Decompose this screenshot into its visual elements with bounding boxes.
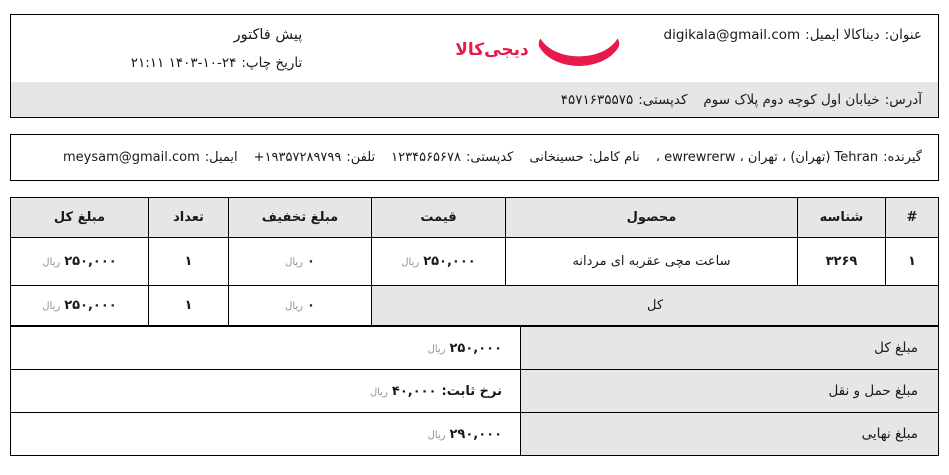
- recipient-postal-label: کدپستی:: [465, 150, 514, 165]
- summary-row-shipping: [11, 370, 939, 413]
- items-total-row: [11, 286, 939, 326]
- digikala-logo-text: دیجی‌کالا: [455, 40, 529, 60]
- item-total: ۲۵۰,۰۰۰ریال: [11, 238, 149, 286]
- col-header-discount: مبلغ تخفیف: [229, 198, 372, 238]
- recipient-name-value: حسینخانی: [529, 150, 584, 165]
- seller-address-field: [703, 92, 922, 108]
- items-total-label: کل: [372, 286, 939, 326]
- invoice-type-title: پیش فاکتور: [233, 27, 303, 43]
- header-top: [11, 15, 938, 82]
- item-row: [11, 238, 939, 286]
- recipient-name-label: نام کامل:: [588, 150, 640, 165]
- item-price: ۲۵۰,۰۰۰ریال: [372, 238, 506, 286]
- items-total-amount: ۲۵۰,۰۰۰ریال: [11, 286, 149, 326]
- seller-header-box: [10, 14, 939, 118]
- recipient-email-field: [63, 150, 238, 165]
- recipient-name-field: [529, 150, 639, 165]
- print-date-value: ۱۴۰۳-۱۰-۲۴ ۲۱:۱۱: [130, 55, 237, 71]
- seller-address-value: خیابان اول کوچه دوم پلاک سوم: [703, 91, 880, 108]
- item-discount: ۰ریال: [229, 238, 372, 286]
- recipient-location-value: Tehran (تهران) ، تهران ، ewrewrerw ،: [655, 150, 879, 165]
- col-header-product: محصول: [506, 198, 798, 238]
- col-header-total: مبلغ کل: [11, 198, 149, 238]
- recipient-email-value: meysam@gmail.com: [62, 150, 200, 165]
- recipient-label: گیرنده:: [883, 150, 922, 165]
- recipient-box: [10, 134, 939, 181]
- currency-label: ریال: [369, 386, 388, 398]
- currency-label: ریال: [427, 343, 446, 355]
- col-header-id: شناسه: [798, 198, 886, 238]
- print-date-field: [131, 49, 303, 77]
- currency-label: ریال: [427, 429, 446, 441]
- summary-row-total: [11, 327, 939, 370]
- seller-postal-field: [561, 92, 688, 108]
- item-quantity: ۱: [149, 238, 229, 286]
- seller-title-value: دیناکالا: [843, 27, 880, 43]
- seller-postal-label: کدپستی:: [638, 91, 688, 108]
- items-header-row: [11, 198, 939, 238]
- currency-label: ریال: [285, 301, 303, 312]
- digikala-smile-icon: [538, 31, 620, 69]
- seller-address-label: آدرس:: [884, 91, 922, 108]
- items-total-quantity: ۱: [149, 286, 229, 326]
- seller-title-label: عنوان:: [884, 27, 922, 43]
- summary-shipping-label: مبلغ حمل و نقل: [521, 370, 939, 413]
- summary-table: [10, 326, 939, 456]
- currency-label: ریال: [285, 257, 303, 268]
- invoice-info: [27, 21, 392, 77]
- seller-address-bar: [11, 82, 938, 117]
- recipient-location-field: [656, 150, 922, 165]
- seller-email-value: digikala@gmail.com: [663, 27, 801, 43]
- recipient-phone-value: ۱۹۳۵۷۲۸۹۷۹۹+: [253, 150, 342, 165]
- summary-shipping-prefix: نرخ ثابت:: [441, 383, 502, 399]
- item-id: ۳۲۶۹: [798, 238, 886, 286]
- summary-final-value: ۲۹۰,۰۰۰ریال: [11, 413, 521, 456]
- print-date-label: تاریخ چاپ:: [241, 55, 303, 71]
- currency-label: ریال: [401, 257, 420, 268]
- digikala-logo: [455, 21, 620, 79]
- summary-row-final: [11, 413, 939, 456]
- summary-total-label: مبلغ کل: [521, 327, 939, 370]
- seller-email-field: [664, 21, 840, 49]
- recipient-phone-label: تلفن:: [346, 150, 376, 165]
- item-row-number: ۱: [886, 238, 939, 286]
- recipient-postal-field: [391, 150, 513, 165]
- items-table: [10, 197, 939, 326]
- recipient-phone-field: [254, 150, 376, 165]
- seller-postal-value: ۴۵۷۱۶۳۵۵۷۵: [560, 91, 634, 108]
- currency-label: ریال: [42, 257, 61, 268]
- col-header-quantity: تعداد: [149, 198, 229, 238]
- items-total-discount: ۰ریال: [229, 286, 372, 326]
- summary-final-label: مبلغ نهایی: [521, 413, 939, 456]
- summary-shipping-value: نرخ ثابت:۴۰,۰۰۰ریال: [11, 370, 521, 413]
- summary-total-value: ۲۵۰,۰۰۰ریال: [11, 327, 521, 370]
- col-header-price: قیمت: [372, 198, 506, 238]
- seller-email-label: ایمیل:: [805, 27, 840, 43]
- col-header-row-number: #: [886, 198, 939, 238]
- recipient-email-label: ایمیل:: [204, 150, 238, 165]
- seller-title-field: [843, 21, 922, 49]
- item-product-name: ساعت مچی عقربه ای مردانه: [506, 238, 798, 286]
- currency-label: ریال: [42, 301, 61, 312]
- recipient-postal-value: ۱۲۳۴۵۶۵۶۷۸: [391, 150, 461, 165]
